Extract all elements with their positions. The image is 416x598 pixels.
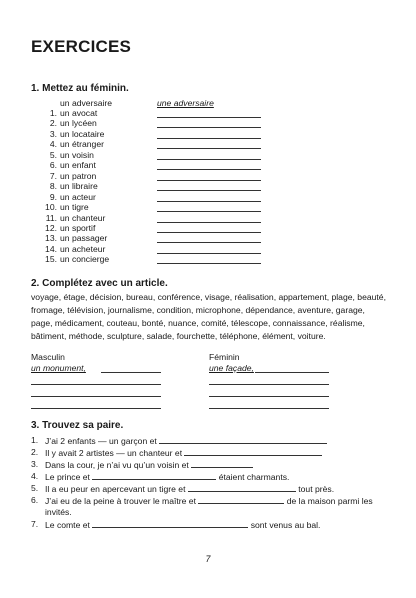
- exercise1-item-word: un sportif: [60, 222, 96, 233]
- exercise1-item-number: 14.: [45, 243, 57, 254]
- exercise1-item-number: 8.: [49, 181, 57, 192]
- exercise1-item: [31, 233, 271, 243]
- exercise1-item: [31, 108, 271, 118]
- exercise3-item-text: Dans la cour, je n’ai vu qu’un voisin et: [45, 460, 189, 470]
- feminin-answer-line[interactable]: [255, 372, 329, 373]
- exercise3-item-number: 2.: [31, 447, 39, 457]
- exercise1-item-word: un voisin: [60, 149, 94, 160]
- exercise1-item: [31, 171, 271, 181]
- exercise1-heading: 1. Mettez au féminin.: [31, 83, 129, 94]
- exercise1-item-word: un avocat: [60, 108, 98, 118]
- exercise1-item-word: un patron: [60, 170, 97, 181]
- exercise3-item-text-after: sont venus au bal.: [250, 520, 321, 530]
- exercise1-item-number: 13.: [45, 233, 57, 244]
- feminin-column-label: Féminin: [209, 352, 240, 362]
- exercise1-item: [31, 181, 271, 191]
- exercise3-item-text: J’ai 2 enfants — un garçon et: [45, 436, 157, 446]
- exercise1-item: [31, 244, 271, 254]
- feminin-answer-line[interactable]: [209, 408, 329, 409]
- exercise3-item-text: Le comte et: [45, 520, 90, 530]
- exercise3-item-text-after: de la maison parmi les: [286, 496, 373, 506]
- exercise1-item-word: un concierge: [60, 254, 110, 265]
- exercise1-item: [31, 202, 271, 212]
- exercise1-item-word: un lycéen: [60, 118, 97, 129]
- exercise3-item-number: 3.: [31, 459, 39, 469]
- exercise1-item-word: un locataire: [60, 128, 105, 139]
- exercise3-item-number: 5.: [31, 483, 39, 493]
- exercise1-item-number: 6.: [49, 160, 57, 171]
- page-title: EXERCICES: [31, 37, 132, 56]
- exercise1-item-number: 2.: [49, 118, 57, 129]
- exercise1-item-word: un étranger: [60, 139, 104, 150]
- exercise1-item: [31, 213, 271, 223]
- masculin-answer-line[interactable]: [31, 384, 161, 385]
- exercise1-item: [31, 160, 271, 170]
- exercise1-item-number: 4.: [49, 139, 57, 150]
- exercise1-item-number: 11.: [45, 212, 57, 223]
- exercise1-item-number: 1.: [49, 108, 57, 118]
- exercise1-item-word: un chanteur: [60, 212, 106, 223]
- feminin-answer-line[interactable]: [209, 384, 329, 385]
- page-number: 7: [205, 554, 211, 564]
- answer-line[interactable]: [157, 263, 261, 264]
- answer-blank[interactable]: [92, 519, 248, 528]
- exercise1-item: [31, 118, 271, 128]
- exercise1-item: [31, 254, 271, 264]
- answer-blank[interactable]: [92, 471, 216, 480]
- masculin-answer-line[interactable]: [31, 396, 161, 397]
- masculin-answer-line[interactable]: [31, 408, 161, 409]
- masculin-column-label: Masculin: [31, 352, 65, 362]
- exercise1-item: [31, 139, 271, 149]
- exercise1-item: [31, 192, 271, 202]
- exercise1-item-number: 15.: [45, 254, 57, 265]
- exercise1-item-word: un enfant: [60, 160, 96, 171]
- feminin-answer-line[interactable]: [209, 396, 329, 397]
- exercise3-item-text: J’ai eu de la peine à trouver le maître et: [45, 496, 196, 506]
- exercise2-heading: 2. Complétez avec un article.: [31, 278, 168, 289]
- exercise1-item-word: un tigre: [60, 202, 89, 213]
- exercise3-item-number: 7.: [31, 519, 39, 529]
- exercise3-item-number: 6.: [31, 495, 39, 505]
- exercise1-item-word: un acteur: [60, 191, 96, 202]
- exercise1-example-row: [31, 98, 271, 108]
- exercise3-item-text: invités.: [45, 507, 72, 517]
- answer-blank[interactable]: [184, 447, 322, 456]
- exercise1-item-word: un acheteur: [60, 243, 106, 254]
- exercise3-item-text-after: tout près.: [298, 484, 335, 494]
- exercise1-item: [31, 150, 271, 160]
- exercise1-item: [31, 223, 271, 233]
- exercise1-item-number: 12.: [45, 222, 57, 233]
- exercise1-item-word: un passager: [60, 233, 108, 244]
- answer-blank[interactable]: [188, 483, 296, 492]
- exercise1-item-number: 3.: [49, 128, 57, 139]
- exercise1-example-word: un adversaire: [60, 98, 113, 108]
- masculin-example: un monument,: [31, 363, 86, 373]
- exercise3-item-text-after: étaient charmants.: [218, 472, 290, 482]
- exercise1-example-answer: une adversaire: [157, 98, 214, 108]
- exercise3-item-number: 4.: [31, 471, 39, 481]
- exercise1-item-word: un libraire: [60, 181, 98, 192]
- exercise3-item-number: 1.: [31, 435, 39, 445]
- exercise1-item-number: 5.: [49, 149, 57, 160]
- exercise3-heading: 3. Trouvez sa paire.: [31, 420, 124, 431]
- masculin-answer-line[interactable]: [101, 372, 161, 373]
- exercise1-item-number: 7.: [49, 170, 57, 181]
- exercise1-item-number: 10.: [45, 202, 57, 213]
- exercise3-item-text: Le prince et: [45, 472, 90, 482]
- exercise3-item-text: Il a eu peur en apercevant un tigre et: [45, 484, 186, 494]
- exercise3-item-text: Il y avait 2 artistes — un chanteur et: [45, 448, 183, 458]
- exercise1-item: [31, 129, 271, 139]
- exercise2-wordlist: voyage, étage, décision, bureau, conférence, visage, réalisation, appartement, plage, beauté, fromage, télévision, journalisme, condition, microphone, dépendance, aventure, garage, page, médicament, couteau, bonté, nuance, comité, télescope, connaissance, réalisme, bâtiment, méthode, sculpture, salade, fourchette, téléphone, élément, voiture.: [31, 292, 386, 341]
- answer-blank[interactable]: [191, 459, 253, 468]
- answer-blank[interactable]: [198, 495, 284, 504]
- answer-blank[interactable]: [159, 435, 327, 444]
- exercise1-item-number: 9.: [49, 191, 57, 202]
- feminin-example: une façade,: [209, 363, 254, 373]
